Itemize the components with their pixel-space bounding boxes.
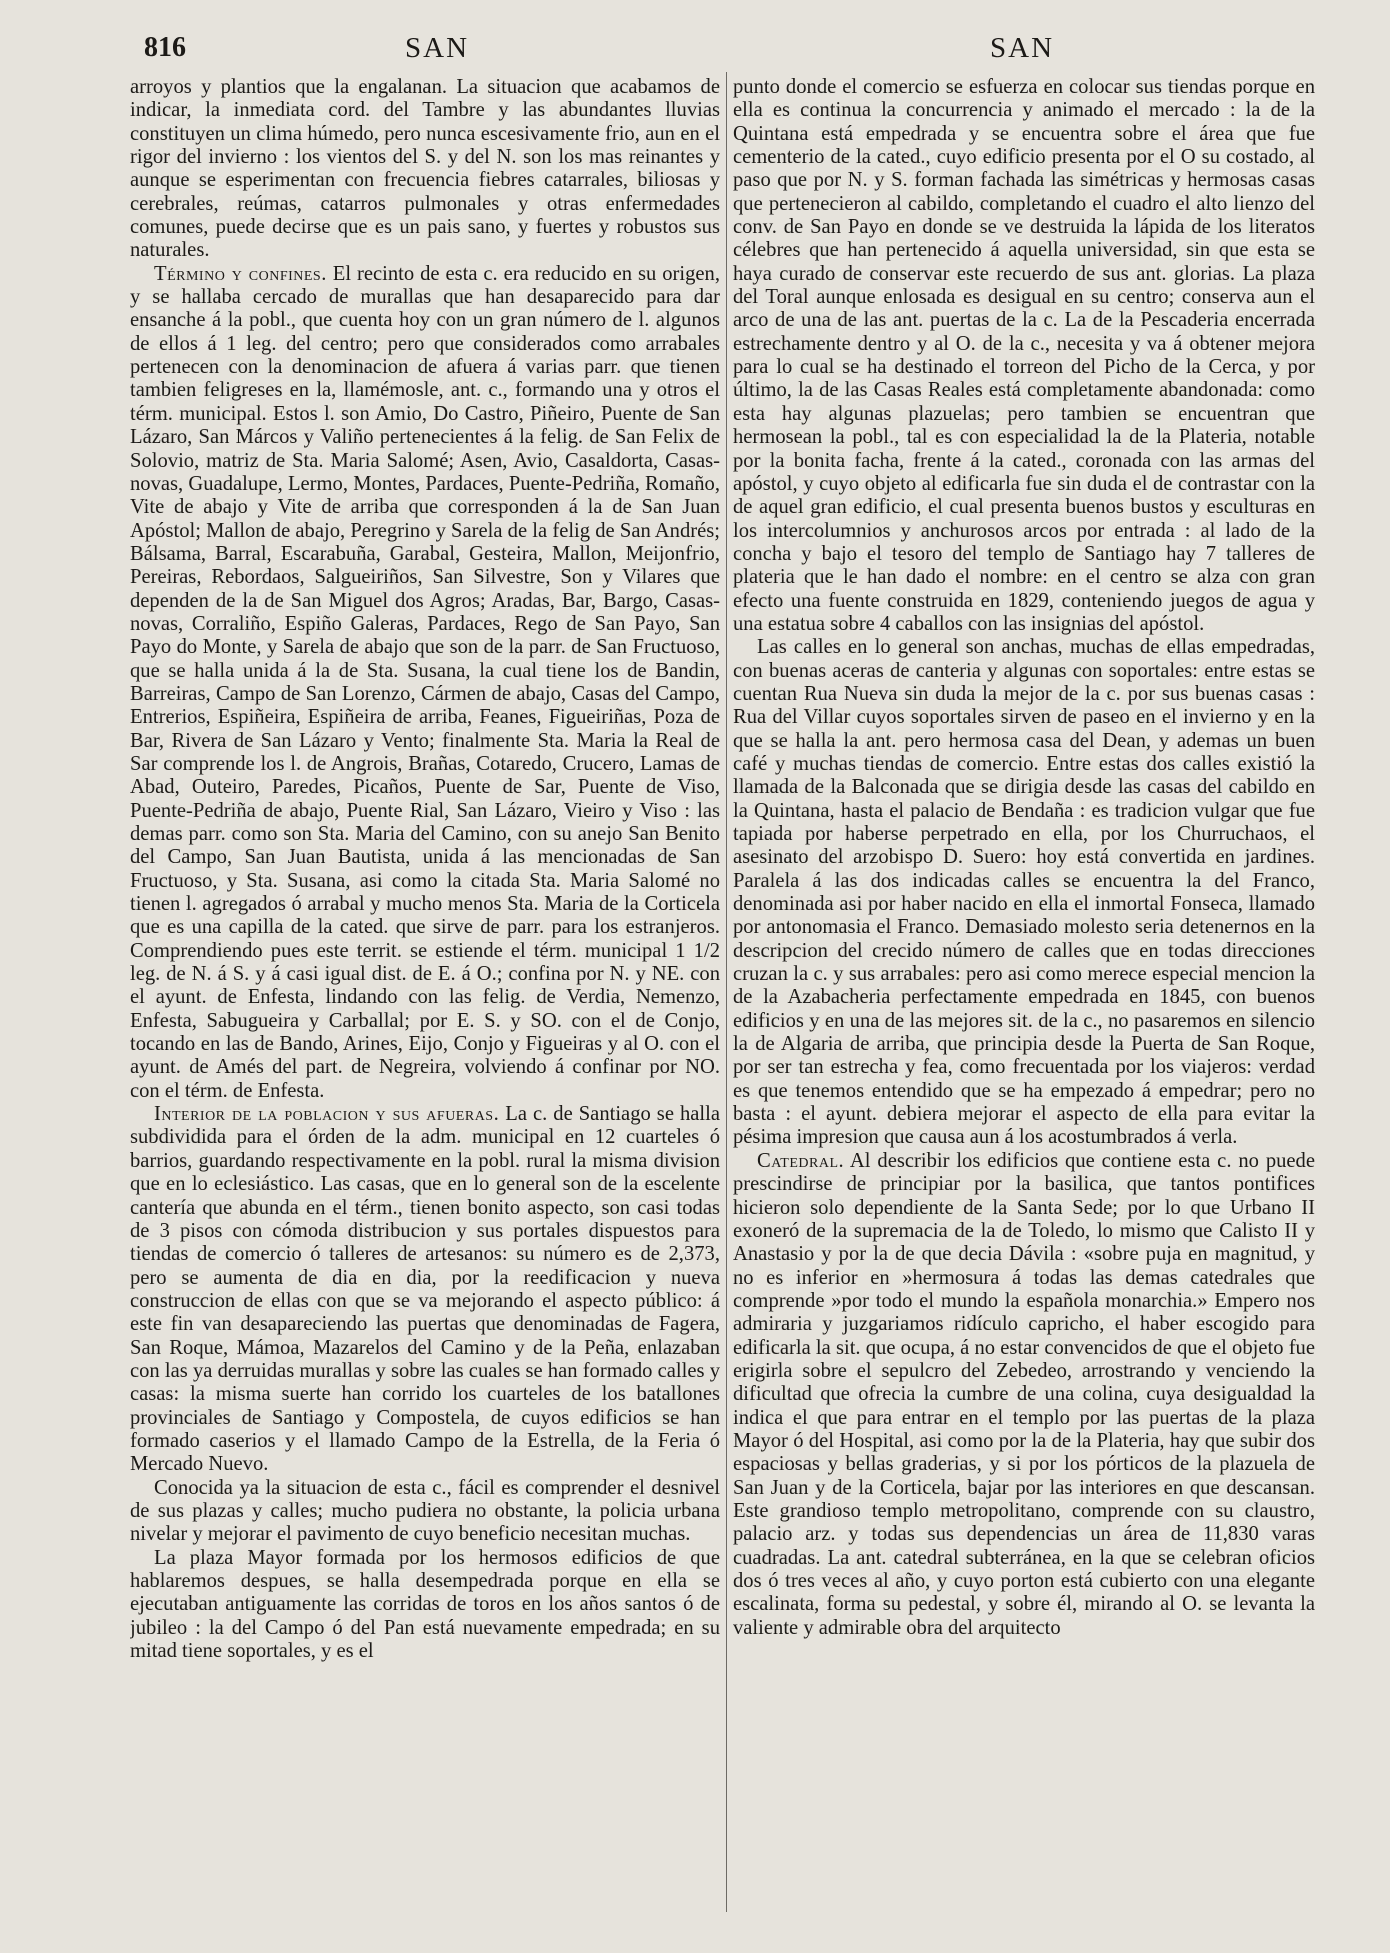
section-heading-catedral: Catedral. [757,1149,845,1172]
paragraph-calles: Las calles en lo general son anchas, muchas de ellas empedradas, con buenas aceras de canteria y algunas con soportales: entre estas se cuentan Rua Nueva sin duda la mejor de la c. por sus buenas casas : Rua del Villar cuyos soportales sirven de paseo en el invierno y en la que se halla la ant. pero hermosa casa del Dean, y ademas un buen café y muchas tiendas de comercio. Entre estas dos calles existió la llamada de la Balconada que se dirigia desde las casas del cabildo en la Quintana, hasta el palacio de Bendaña : es tradicion vulgar que fue tapiada por haberse perpetrado en ella, por los Churruchaos, el asesinato del arzobispo D. Suero: hoy está convertida en jardines. Paralela á las dos indicadas calles se encuentra la del Franco, denominada asi por haber nacido en ella el inmortal Fonseca, llamado por antonomasia el Franco. Demasiado molesto seria detenernos en la descripcion del crecido número de calles que en todas direcciones cruzan la c. y sus arrabales: pero asi como merece especial mencion la de la Azabacheria perfectamente empedrada en 1845, con buenos edificios y en una de las mejores sit. de la c., no pasaremos en silencio la de Algaria de arriba, que principia desde la Puerta de San Roque, por ser tan estrecha y fea, como frecuentada por los viajeros: verdad es que tenemos entendido que se ha empezado á empedrar; pero no basta : el ayunt. debiera mejorar el aspecto de ella para evitar la pésima impresion que causa aun á los acostumbrados á verla. [733,636,1315,1149]
running-head-right: SAN [990,32,1055,64]
paragraph-plaza-mayor: La plaza Mayor formada por los hermosos edificios de que hablaremos despues, se halla desempedrada porque en ella se ejecutaban antiguamente las corridas de toros en los años santos ó de jubileo : la del Campo ó del Pan está nuevamente empedrada; en su mitad tiene soportales, y es el [130,1546,720,1663]
section-heading-interior: Interior de la poblacion y sus afueras. [154,1103,500,1126]
paragraph-interior [130,1103,720,1477]
paragraph-termino [130,263,720,1103]
right-column [733,76,1315,1936]
running-head-left: SAN [405,32,470,64]
page-header [0,32,1390,72]
section-heading-termino: Término y confines. [154,262,327,285]
paragraph-climate: arroyos y plantios que la engalanan. La situacion que acabamos de indicar, la inmediata cord. del Tambre y las abundantes lluvias constituyen un clima húmedo, pero nunca escesivamente frio, aun en el rigor del invierno : los vientos del S. y del N. son los mas reinantes y aunque se esperimentan con frecuencia fiebres catarrales, biliosas y cerebrales, reúmas, catarros pulmonales y otras enfermedades comunes, puede decirse que es un pais sano, y fuertes y robustos sus naturales. [130,76,720,262]
paragraph-desnivel: Conocida ya la situacion de esta c., fácil es comprender el desnivel de sus plazas y calles; mucho pudiera no obstante, la policia urbana nivelar y mejorar el pavimento de cuyo beneficio necesitan muchas. [130,1476,720,1546]
paragraph-catedral-text: Al describir los edificios que contiene esta c. no puede prescindirse de principiar por la basilica, que tantos pontifices hicieron solo dependiente de la Santa Sede; por lo que Urbano II exoneró de la supremacia de la de Toledo, lo mismo que Calisto II y Anastasio y por la de que decia Dávila : «sobre puja en magnitud, y no es inferior en »hermosura á todas las demas catedrales que comprende »por todo el mundo la española monarchia.» Empero nos admiraria y juzgariamos ridículo capricho, el haber escogido para edificarla la sit. que ocupa, á no estar convencidos de que el objeto fue erigirla sobre el sepulcro del Zebedeo, arrostrando y venciendo la dificultad que ofrecia la cumbre de una colina, cuya desigualdad la indica el que para entrar en el templo por las puertas de la plaza Mayor ó del Hospital, asi como por la de la Plateria, hay que subir dos espaciosas y bellas graderias, y si por los pórticos de la plazuela de San Juan y de la Corticela, bajar por las interiores en que descansan. Este grandioso templo metropolitano, comprende con su claustro, palacio arz. y todas sus dependencias un área de 11,830 varas cuadradas. La ant. catedral subterránea, en la que se celebran oficios dos ó tres veces al año, y cuyo porton está cubierto con una elegante escalinata, forma su pedestal, y sobre él, mirando al O. se levanta la valiente y admirable obra del arquitecto [733,1149,1315,1639]
paragraph-interior-text: La c. de Santiago se halla subdividida para el órden de la adm. municipal en 12 cuarteles ó barrios, guardando respectivamente en la pobl. rural la misma division que en lo eclesiástico. Las casas, que en lo general son de la escelente cantería que abunda en el térm., tienen bonito aspecto, son casi todas de 3 pisos con cómoda distribucion y sus portales dispuestos para tiendas de comercio ó talleres de artesanos: su número es de 2,373, pero se aumenta de dia en dia, por la reedificacion y nueva construccion de ellas con que se va mejorando el aspecto público: á este fin van desapareciendo las puertas que denominadas de Fagera, San Roque, Mámoa, Mazarelos del Camino y de la Peña, enlazaban con las ya derruidas murallas y sobre las cuales se han formado calles y casas: la misma suerte han corrido los cuarteles de los batallones provinciales de Santiago y Compostela, de cuyos edificios se han formado caserios y el llamado Campo de la Estrella, de la Feria ó Mercado Nuevo. [130,1103,720,1476]
paragraph-catedral [733,1150,1315,1640]
left-column [130,76,720,1936]
page-number: 816 [144,32,186,63]
paragraph-termino-text: El recinto de esta c. era reducido en su origen, y se hallaba cercado de murallas que han desaparecido para dar ensanche á la pobl., que cuenta hoy con un gran número de l. algunos de ellos á 1 leg. del centro; pero que considerados como arrabales pertenecen con la denominacion de afuera á varias parr. que tienen tambien feligreses en la, llamémosle, ant. c., formando una y otros el térm. municipal. Estos l. son Amio, Do Castro, Piñeiro, Puente de San Lázaro, San Márcos y Valiño pertenecientes á la felig. de San Felix de Solovio, matriz de Sta. Maria Salomé; Asen, Avio, Casaldorta, Casas-novas, Guadalupe, Lermo, Montes, Pardaces, Puente-Pedriña, Romaño, Vite de abajo y Vite de arriba que corresponden á la de San Juan Apóstol; Mallon de abajo, Peregrino y Sarela de la felig de San Andrés; Bálsama, Barral, Escarabuña, Garabal, Gesteira, Mallon, Meijonfrio, Pereiras, Rebordaos, Salgueiriños, San Silvestre, Son y Vilares que dependen de la de San Miguel dos Agros; Aradas, Bar, Bargo, Casas-novas, Corraliño, Espiño Galeras, Pardaces, Rego de San Payo, San Payo do Monte, y Sarela de abajo que son de la parr. de San Fructuoso, que se halla unida á la de Sta. Susana, la cual tiene los de Bandin, Barreiras, Campo de San Lorenzo, Cármen de abajo, Casas del Campo, Entrerios, Espiñeira, Espiñeira de arriba, Feanes, Figueiriñas, Poza de Bar, Rivera de San Lázaro y Vento; finalmente Sta. Maria la Real de Sar comprende los l. de Angrois, Brañas, Cotaredo, Crucero, Lamas de Abad, Outeiro, Paredes, Picaños, Puente de Sar, Puente de Viso, Puente-Pedriña de abajo, Puente Rial, San Lázaro, Vieiro y Viso : las demas parr. como son Sta. Maria del Camino, con su anejo San Benito del Campo, San Juan Bautista, unida á las mencionadas de San Fructuoso, y Sta. Susana, asi como la citada Sta. Maria Salomé no tienen l. agregados ó arrabal y mucho menos Sta. Maria de la Corticela que es una capilla de la cated. que sirve de parr. para los estranjeros. Comprendiendo pues este territ. se estiende el térm. municipal 1 1/2 leg. de N. á S. y á casi igual dist. de E. á O.; confina por N. y NE. con el ayunt. de Enfesta, lindando con las felig. de Verdia, Nemenzo, Enfesta, Sabugueira y Carballal; por E. S. y SO. con el de Conjo, tocando en las de Bando, Arines, Eijo, Conjo y Figueiras y al O. con el ayunt. de Amés del part. de Negreira, volviendo á confinar por NO. con el térm. de Enfesta. [130,262,720,1102]
paragraph-plazas: punto donde el comercio se esfuerza en colocar sus tiendas porque en ella es continua la concurrencia y animado el mercado : la de la Quintana está empedrada y se encuentra sobre el área que fue cementerio de la cated., cuyo edificio presenta por el O su costado, al paso que por N. y S. forman fachada las simétricas y hermosas casas que pertenecieron al cabildo, completando el cuadro el alto lienzo del conv. de San Payo en donde se ve destruida la lápida de los literatos célebres que han pertenecido á aquella universidad, sin que esta se haya curado de conservar este recuerdo de sus ant. glorias. La plaza del Toral aunque enlosada es desigual en su centro; conserva aun el arco de una de las ant. puertas de la c. La de la Pescaderia encerrada estrechamente dentro y al O. de la c., necesita y va á obtener mejora para lo cual se ha destinado el torreon del Picho de la Cerca, y por último, la de las Casas Reales está completamente abandonada: como esta hay algunas plazuelas; pero tambien se encuentran que hermosean la pobl., tal es con especialidad la de la Plateria, notable por la bonita facha, frente á la cated., coronada con las armas del apóstol, y cuyo objeto al edificarla fue sin duda el de contrastar con la de aquel gran edificio, el cual presenta buenos bustos y esculturas en los intercolumnios y anchurosos arcos por entrada : al lado de la concha y bajo el tesoro del templo de Santiago hay 7 talleres de plateria que le han dado el nombre: en el centro se alza con gran efecto una fuente construida en 1829, conteniendo juegos de agua y una estatua sobre 4 caballos con las insignias del apóstol. [733,76,1315,635]
column-divider [726,72,727,1912]
